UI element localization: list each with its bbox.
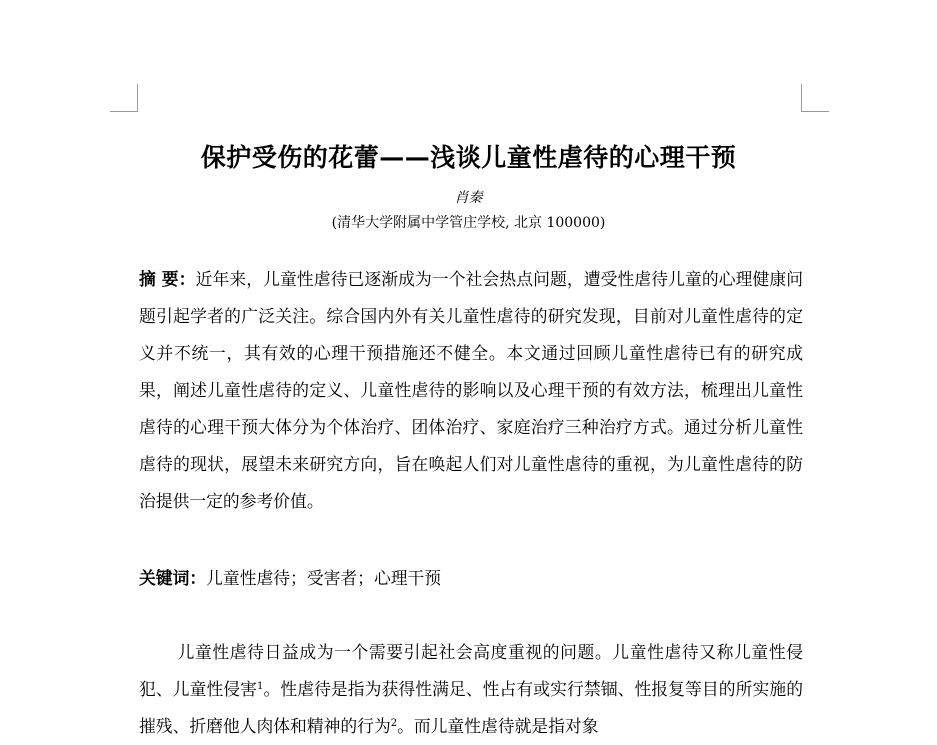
abstract-text: 近年来，儿童性虐待已逐渐成为一个社会热点问题，遭受性虐待儿童的心理健康问题引起学者的广泛关注。综合国内外有关儿童性虐待的研究发现，目前对儿童性虐待的定义并不统一，其有效的心理干预措施还不健全。本文通过回顾儿童性虐待已有的研究成果，阐述儿童性虐待的定义、儿童性虐待的影响以及心理干预的有效方法，梳理出儿童性虐待的心理干预大体分为个体治疗、团体治疗、家庭治疗三种治疗方式。通过分析儿童性虐待的现状，展望未来研究方向，旨在唤起人们对儿童性虐待的重视，为儿童性虐待的防治提供一定的参考价值。 <box>139 269 804 511</box>
body-text-segment: 。而儿童性虐待就是指对象 <box>397 716 599 736</box>
document-title: 保护受伤的花蕾——浅谈儿童性虐待的心理干预 <box>200 143 737 172</box>
author-affiliation: (清华大学附属中学管庄学校, 北京 100000) <box>331 215 606 231</box>
body-text-segment: 儿童性虐待日益成为一个需要引起社会高度重视的问题。儿童性虐待又称儿童性侵犯、儿童性侵害 <box>139 642 803 699</box>
keywords-label: 关键词： <box>139 568 207 588</box>
abstract-label: 摘 要： <box>139 269 196 289</box>
keywords-paragraph <box>139 560 803 597</box>
keywords-text: 儿童性虐待；受害者；心理干预 <box>206 568 442 588</box>
citation-ref: 1 <box>257 681 264 692</box>
crop-mark-top-left <box>110 84 138 112</box>
crop-mark-top-right <box>801 84 829 112</box>
author-name: 肖秦 <box>454 190 483 206</box>
body-text-segment: 。性虐待是指为获得性满足、性占有或实行禁锢、性报复等目的所实施的摧残、折磨他人肉体和精神的行为 <box>139 679 803 736</box>
body-paragraph <box>139 634 803 745</box>
abstract-paragraph <box>139 261 803 520</box>
citation-ref: 2 <box>390 718 398 729</box>
